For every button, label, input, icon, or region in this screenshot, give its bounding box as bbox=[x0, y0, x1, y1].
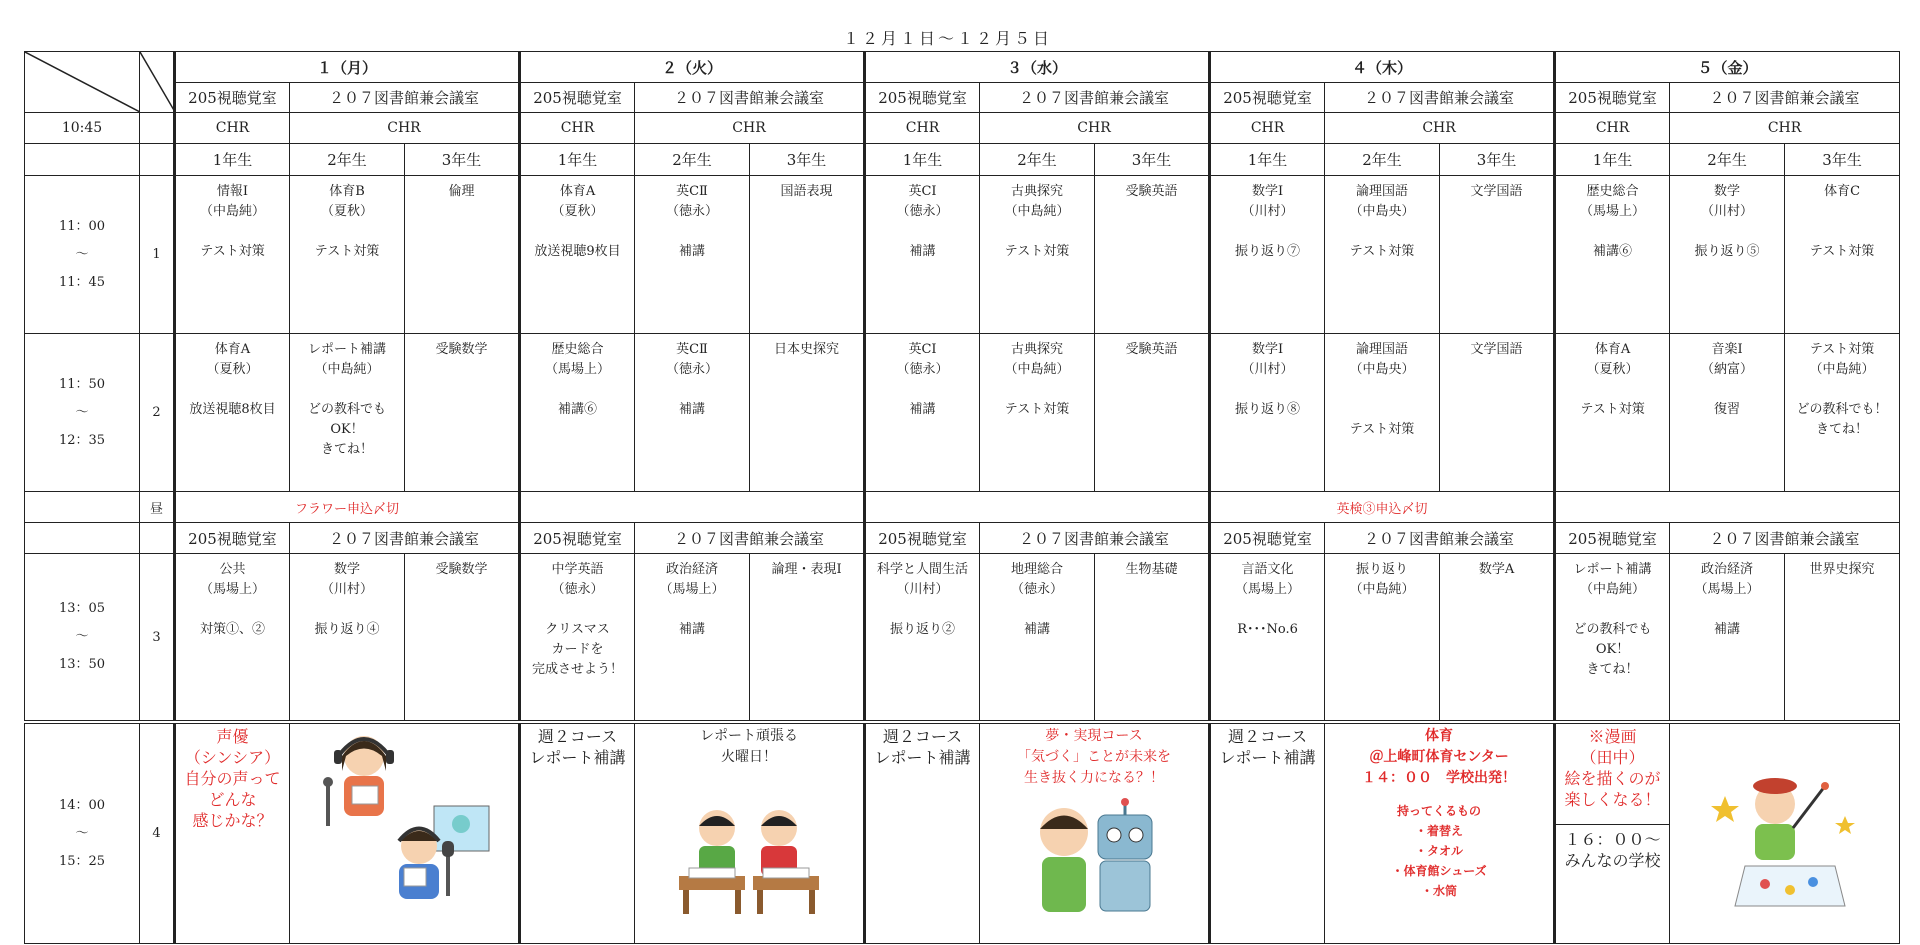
lesson-cell: 英CⅠ （徳永） 補講 bbox=[865, 176, 980, 334]
lesson-cell: 科学と人間生活 （川村） 振り返り② bbox=[865, 554, 980, 723]
note-line: ＠上峰町体育センター bbox=[1369, 749, 1509, 765]
p4-thu-a bbox=[1210, 722, 1325, 944]
note-line: 火曜日！ bbox=[721, 749, 778, 765]
lesson-cell: 生物基礎 bbox=[1095, 554, 1210, 723]
p4-mon-b bbox=[290, 722, 520, 944]
lesson-cell: 日本史探究 bbox=[750, 334, 865, 492]
p4-thu-b bbox=[1325, 722, 1555, 944]
divider bbox=[1556, 824, 1669, 825]
p4-fri-b bbox=[1670, 722, 1900, 944]
lesson-cell: 受験数学 bbox=[405, 554, 520, 723]
pe-title: 体育 bbox=[1425, 728, 1454, 744]
room-label: ２０７図書館兼会議室 bbox=[980, 523, 1210, 554]
chr-cell: CHR bbox=[1555, 113, 1670, 144]
lesson-cell: 体育A （夏秋） 放送視聴8枚目 bbox=[175, 334, 290, 492]
note-line: どんな bbox=[208, 790, 257, 809]
room-label: 205視聴覚室 bbox=[520, 83, 635, 113]
time-line: 11：45 bbox=[58, 274, 106, 290]
period-num bbox=[140, 113, 175, 144]
lesson-cell: 受験英語 bbox=[1095, 176, 1210, 334]
room-label: 205視聴覚室 bbox=[1555, 523, 1670, 554]
chr-cell: CHR bbox=[175, 113, 290, 144]
lesson-cell: 数学 （川村） 振り返り⑤ bbox=[1670, 176, 1785, 334]
p4-fri-a bbox=[1555, 722, 1670, 944]
time-line: 13：05 bbox=[58, 601, 106, 616]
grade-label: 2年生 bbox=[1670, 144, 1785, 176]
grade-label: 2年生 bbox=[290, 144, 405, 176]
period-number: 1 bbox=[140, 176, 175, 334]
lesson-cell: 政治経済 （馬場上） 補講 bbox=[635, 554, 750, 723]
chr-cell: CHR bbox=[1210, 113, 1325, 144]
grade-label: 2年生 bbox=[635, 144, 750, 176]
lesson-cell: 体育A （夏秋） 放送視聴9枚目 bbox=[520, 176, 635, 334]
room-label: 205視聴覚室 bbox=[865, 83, 980, 113]
day-header: ５（金） bbox=[1555, 52, 1900, 83]
lesson-cell: 公共 （馬場上） 対策①、② bbox=[175, 554, 290, 723]
time-line: ～ bbox=[75, 825, 89, 841]
room-label: ２０７図書館兼会議室 bbox=[635, 523, 865, 554]
chr-cell: CHR bbox=[980, 113, 1210, 144]
period-time bbox=[25, 722, 140, 944]
lunch-note-thu: 英検③申込〆切 bbox=[1210, 492, 1555, 523]
period-number: 4 bbox=[140, 722, 175, 944]
grade-label: 1年生 bbox=[175, 144, 290, 176]
room-label: 205視聴覚室 bbox=[175, 83, 290, 113]
lesson-cell: 数学 （川村） 振り返り④ bbox=[290, 554, 405, 723]
day-header-row bbox=[25, 52, 1900, 83]
students-studying-illustration bbox=[635, 798, 863, 918]
note-line: 自分の声って bbox=[184, 769, 281, 788]
lesson-cell: 英CⅡ （徳永） 補講 bbox=[635, 334, 750, 492]
day-header: ２（火） bbox=[520, 52, 865, 83]
note-line: ・水筒 bbox=[1421, 884, 1458, 898]
lesson-cell: 振り返り （中島純） bbox=[1325, 554, 1440, 723]
lunch-empty bbox=[520, 492, 865, 523]
page-title: １２月１日～１２月５日 bbox=[842, 29, 1052, 48]
room-label: 205視聴覚室 bbox=[520, 523, 635, 554]
chr-cell: CHR bbox=[520, 113, 635, 144]
note-line: レポート補講 bbox=[1219, 748, 1316, 767]
lesson-cell: 政治経済 （馬場上） 補講 bbox=[1670, 554, 1785, 723]
grade-label: 3年生 bbox=[1785, 144, 1900, 176]
grade-label: 1年生 bbox=[865, 144, 980, 176]
lesson-cell: 英CⅠ （徳永） 補講 bbox=[865, 334, 980, 492]
time-line: 12：35 bbox=[58, 432, 106, 448]
lesson-cell: 体育C テスト対策 bbox=[1785, 176, 1900, 334]
period-row-4 bbox=[25, 722, 1900, 944]
note-line: ・体育館シューズ bbox=[1391, 864, 1487, 878]
note-line: 週２コース bbox=[882, 727, 963, 746]
lesson-cell: 音楽Ⅰ （納富） 復習 bbox=[1670, 334, 1785, 492]
lesson-cell: 世界史探究 bbox=[1785, 554, 1900, 723]
diagonal-line-icon bbox=[140, 52, 175, 112]
room-label: ２０７図書館兼会議室 bbox=[290, 523, 520, 554]
lesson-cell: 情報Ⅰ （中島純） テスト対策 bbox=[175, 176, 290, 334]
lesson-cell: 論理国語 （中島央） テスト対策 bbox=[1325, 176, 1440, 334]
chr-cell: CHR bbox=[290, 113, 520, 144]
lesson-cell: テスト対策 （中島純） どの教科でも！ きてね！ bbox=[1785, 334, 1900, 492]
chr-cell: CHR bbox=[635, 113, 865, 144]
chr-row bbox=[25, 113, 1900, 144]
time-line: 11：00 bbox=[58, 218, 106, 234]
note-line: 声優 bbox=[216, 727, 249, 746]
period-row bbox=[25, 176, 1900, 334]
lesson-cell: 数学A bbox=[1440, 554, 1555, 723]
note-line: 週２コース bbox=[537, 727, 618, 746]
p4-wed-a bbox=[865, 722, 980, 944]
lesson-cell: 歴史総合 （馬場上） 補講⑥ bbox=[520, 334, 635, 492]
diagonal-line-icon bbox=[25, 52, 140, 112]
grade-label: 2年生 bbox=[980, 144, 1095, 176]
note-line: （シンシア） bbox=[184, 748, 281, 767]
note-line: １６：００～ bbox=[1564, 830, 1661, 849]
grade-label: 1年生 bbox=[1210, 144, 1325, 176]
lesson-cell: レポート補講 （中島純） どの教科でも OK！ きてね！ bbox=[290, 334, 405, 492]
day-header: ３（水） bbox=[865, 52, 1210, 83]
p4-mon-a bbox=[175, 722, 290, 944]
room-label: ２０７図書館兼会議室 bbox=[290, 83, 520, 113]
note-line: レポート頑張る bbox=[700, 728, 799, 744]
room-label: 205視聴覚室 bbox=[865, 523, 980, 554]
time-line: 13：50 bbox=[58, 657, 106, 672]
room-label: ２０７図書館兼会議室 bbox=[1325, 523, 1555, 554]
note-line: ※漫画 bbox=[1588, 727, 1637, 746]
lesson-cell: 論理・表現Ⅰ bbox=[750, 554, 865, 723]
note-line: 夢・実現コース bbox=[1045, 728, 1143, 744]
chr-cell: CHR bbox=[1325, 113, 1555, 144]
note-line: みんなの学校 bbox=[1564, 851, 1661, 870]
day-header: ４（木） bbox=[1210, 52, 1555, 83]
room-row-afternoon bbox=[25, 523, 1900, 554]
note-line: １４：００ 学校出発！ bbox=[1362, 770, 1517, 786]
grade-label: 3年生 bbox=[1095, 144, 1210, 176]
note-line: レポート補講 bbox=[874, 748, 971, 767]
room-label: ２０７図書館兼会議室 bbox=[1325, 83, 1555, 113]
time-line: 11：50 bbox=[58, 376, 106, 392]
voice-actor-illustration bbox=[290, 726, 518, 906]
time-cell bbox=[25, 144, 140, 176]
lesson-cell: 古典探究 （中島純） テスト対策 bbox=[980, 334, 1095, 492]
period-row bbox=[25, 554, 1900, 723]
note-line: 持ってくるもの bbox=[1397, 804, 1482, 818]
corner-diagonal-cell-small bbox=[140, 52, 175, 113]
period-row bbox=[25, 334, 1900, 492]
p4-tue-b bbox=[635, 722, 865, 944]
lesson-cell: 古典探究 （中島純） テスト対策 bbox=[980, 176, 1095, 334]
p4-tue-a bbox=[520, 722, 635, 944]
lesson-cell: 受験英語 bbox=[1095, 334, 1210, 492]
lunch-row bbox=[25, 492, 1900, 523]
note-line: ・着替え bbox=[1415, 824, 1464, 838]
lesson-cell: 文学国語 bbox=[1440, 176, 1555, 334]
grade-label: 3年生 bbox=[750, 144, 865, 176]
time-line: 14：00 bbox=[58, 797, 106, 813]
period-number: 2 bbox=[140, 334, 175, 492]
time-line: ～ bbox=[75, 246, 89, 262]
period-number: 3 bbox=[140, 554, 175, 723]
note-line: （田中） bbox=[1580, 748, 1645, 767]
p4-wed-b bbox=[980, 722, 1210, 944]
period-time bbox=[25, 554, 140, 723]
weekly-schedule-table bbox=[24, 51, 1900, 944]
spacer bbox=[1325, 789, 1553, 801]
lesson-cell: 論理国語 （中島央） テスト対策 bbox=[1325, 334, 1440, 492]
lesson-cell: 数学Ⅰ （川村） 振り返り⑧ bbox=[1210, 334, 1325, 492]
lunch-empty bbox=[1555, 492, 1900, 523]
lesson-cell: 体育B （夏秋） テスト対策 bbox=[290, 176, 405, 334]
note-line: 絵を描くのが bbox=[1564, 769, 1661, 788]
note-line: 週２コース bbox=[1227, 727, 1308, 746]
chr-cell: CHR bbox=[865, 113, 980, 144]
room-label: 205視聴覚室 bbox=[1210, 523, 1325, 554]
time-cell bbox=[25, 492, 140, 523]
room-label: ２０７図書館兼会議室 bbox=[1670, 83, 1900, 113]
time-cell bbox=[25, 523, 140, 554]
lesson-cell: 倫理 bbox=[405, 176, 520, 334]
corner-diagonal-cell bbox=[25, 52, 140, 113]
day-header: １（月） bbox=[175, 52, 520, 83]
room-row bbox=[25, 83, 1900, 113]
lunch-note-mon: フラワー申込〆切 bbox=[175, 492, 520, 523]
grade-label: 1年生 bbox=[1555, 144, 1670, 176]
room-label: ２０７図書館兼会議室 bbox=[635, 83, 865, 113]
note-line: 感じかな？ bbox=[192, 811, 273, 830]
lesson-cell: 英CⅡ （徳永） 補講 bbox=[635, 176, 750, 334]
period-time bbox=[25, 176, 140, 334]
room-label: 205視聴覚室 bbox=[1555, 83, 1670, 113]
grade-label: 1年生 bbox=[520, 144, 635, 176]
lesson-cell: 国語表現 bbox=[750, 176, 865, 334]
painting-boy-illustration bbox=[1670, 766, 1899, 916]
room-label: 205視聴覚室 bbox=[175, 523, 290, 554]
time-line: 15：25 bbox=[58, 853, 106, 869]
room-label: 205視聴覚室 bbox=[1210, 83, 1325, 113]
lunch-label: 昼 bbox=[140, 492, 175, 523]
lesson-cell: 地理総合 （徳永） 補講 bbox=[980, 554, 1095, 723]
period-time bbox=[25, 334, 140, 492]
grade-label: 3年生 bbox=[405, 144, 520, 176]
room-label: ２０７図書館兼会議室 bbox=[1670, 523, 1900, 554]
grade-row bbox=[25, 144, 1900, 176]
grade-label: 3年生 bbox=[1440, 144, 1555, 176]
chr-time: 10:45 bbox=[25, 113, 140, 144]
lesson-cell: 中学英語 （徳永） クリスマス カードを 完成させよう！ bbox=[520, 554, 635, 723]
lesson-cell: レポート補講 （中島純） どの教科でも OK！ きてね！ bbox=[1555, 554, 1670, 723]
lesson-cell: 数学Ⅰ （川村） 振り返り⑦ bbox=[1210, 176, 1325, 334]
period-num bbox=[140, 523, 175, 554]
time-line: ～ bbox=[75, 404, 89, 420]
note-line: 「気づく」ことが未来を bbox=[1017, 749, 1172, 765]
period-num bbox=[140, 144, 175, 176]
time-line: ～ bbox=[75, 629, 89, 644]
lesson-cell: 歴史総合 （馬場上） 補講⑥ bbox=[1555, 176, 1670, 334]
lesson-cell: 受験数学 bbox=[405, 334, 520, 492]
lesson-cell: 体育A （夏秋） テスト対策 bbox=[1555, 334, 1670, 492]
grade-label: 2年生 bbox=[1325, 144, 1440, 176]
note-line: レポート補講 bbox=[529, 748, 626, 767]
note-line: ・タオル bbox=[1415, 844, 1464, 858]
chr-cell: CHR bbox=[1670, 113, 1900, 144]
lesson-cell: 文学国語 bbox=[1440, 334, 1555, 492]
lesson-cell: 言語文化 （馬場上） R･･･No.6 bbox=[1210, 554, 1325, 723]
robot-and-boy-illustration bbox=[980, 797, 1208, 912]
lunch-empty bbox=[865, 492, 1210, 523]
room-label: ２０７図書館兼会議室 bbox=[980, 83, 1210, 113]
note-line: 生き抜く力になる？！ bbox=[1024, 770, 1165, 786]
note-line: 楽しくなる！ bbox=[1564, 790, 1661, 809]
